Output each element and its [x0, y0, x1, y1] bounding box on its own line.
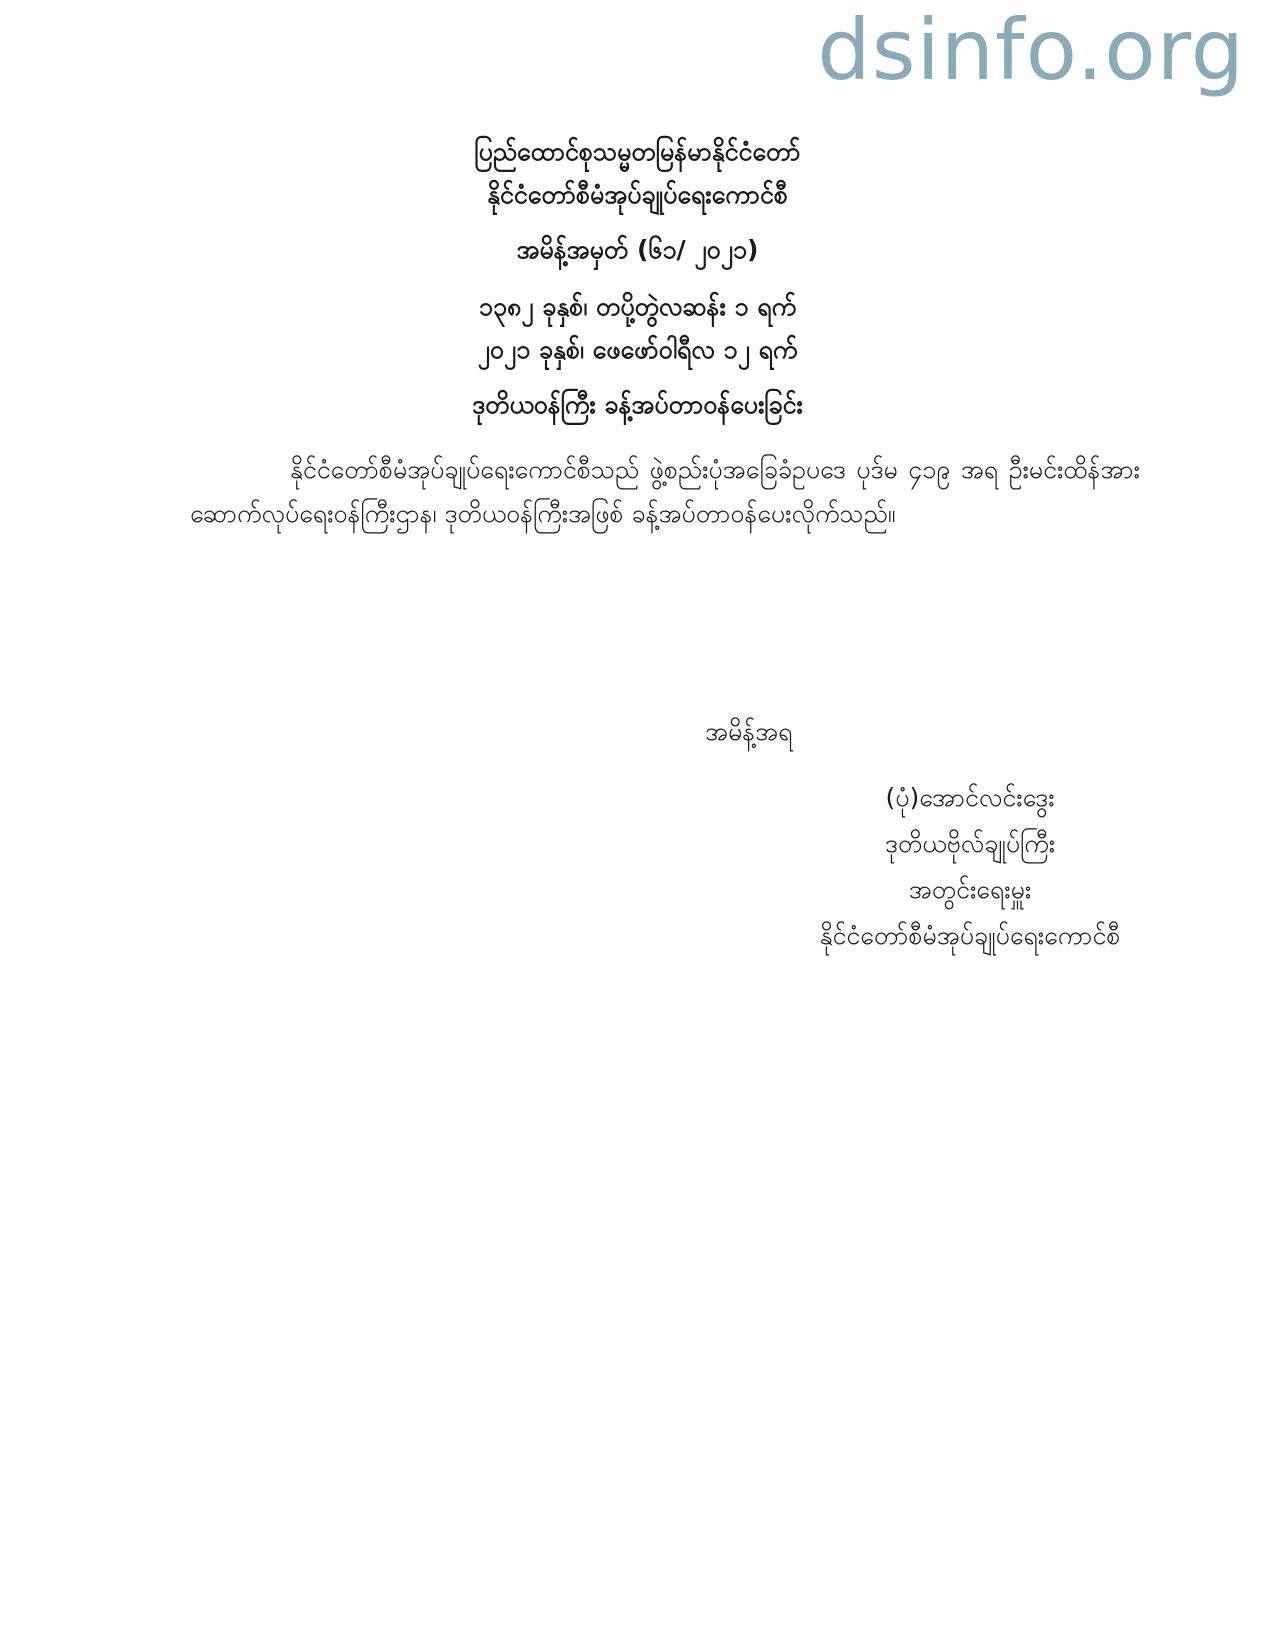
signatory-rank: ဒုတိယဗိုလ်ချုပ်ကြီး: [884, 829, 1056, 858]
header-council: နိုင်ငံတော်စီမံအုပ်ချုပ်ရေးကောင်စီ: [487, 180, 788, 209]
date-myanmar: ၁၃၈၂ ခုနှစ်၊ တပို့တွဲလဆန်း ၁ ရက်: [478, 292, 797, 321]
by-order-label: အမိန့်အရ: [705, 717, 793, 746]
order-number: အမိန့်အမှတ် (၆၁/ ၂၀၂၁): [516, 235, 759, 264]
order-subject: ဒုတိယဝန်ကြီး ခန့်အပ်တာဝန်ပေးခြင်း: [472, 390, 803, 419]
signatory-organization: နိုင်ငံတော်စီမံအုပ်ချုပ်ရေးကောင်စီ: [819, 921, 1121, 950]
date-gregorian: ၂၀၂၁ ခုနှစ်၊ ဖေဖော်ဝါရီလ ၁၂ ရက်: [477, 335, 798, 364]
signatory-name: (ပုံ)အောင်လင်းဒွေး: [885, 783, 1055, 812]
order-body-paragraph: နိုင်ငံတော်စီမံအုပ်ချုပ်ရေးကောင်စီသည် ဖွဲ့စည်းပုံအခြေခံဥပဒေ ပုဒ်မ ၄၁၉ အရ ဦးမင်းထိန်အား ဆောက်လုပ်ရေးဝန်ကြီးဌာန၊ ဒုတိယဝန်ကြီးအဖြစ် ခန့်အပ်တာဝန်ပေးလိုက်သည်။: [190, 455, 1140, 528]
header-country: ပြည်ထောင်စုသမ္မတမြန်မာနိုင်ငံတော်: [474, 137, 801, 166]
signature-block: [770, 775, 1170, 959]
watermark-logo: dsinfo.org: [817, 1, 1245, 99]
signatory-title: အတွင်းရေးမှူး: [908, 875, 1032, 904]
